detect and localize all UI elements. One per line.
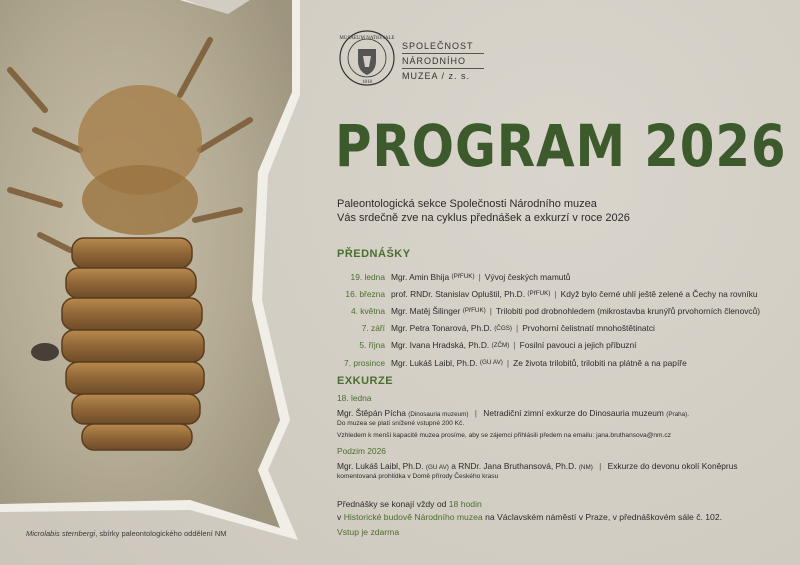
lecture-row [337,302,787,319]
lecture-speaker: prof. RNDr. Stanislav Opluštil, Ph.D. [391,288,526,299]
lecture-speaker: Mgr. Amin Bhija [391,271,450,282]
lecture-date: 4. května [351,305,385,316]
excursion-1-aff: (Dinosauria muzeum) [408,411,469,418]
excursion-1-date: 18. ledna [337,393,372,403]
excursion-2-note: komentovaná prohlídka v Domě přírody Českého krasu [337,473,499,480]
lecture-topic: Trilobiti pod drobnohledem (mikrostavba krunýřů prvohorních členovců) [495,305,761,316]
excursions-heading: EXKURZE [337,375,394,387]
excursion-1-note-1: Do muzea se platí snížené vstupné 200 Kč. [337,420,465,427]
lecture-speaker: Mgr. Petra Tonarová, Ph.D. [391,323,492,334]
society-name [402,40,484,84]
footer-info [337,498,722,539]
museum-seal-logo [338,29,396,87]
footer-time: 18 hodin [448,499,482,509]
excursion-1-topic: Netradiční zimní exkurze do Dinosauria muzeum [483,408,664,418]
excursion-2-speaker-2: RNDr. Jana Bruthansová, Ph.D. [458,461,577,471]
svg-text:MUSAEUM NATIONALE: MUSAEUM NATIONALE [339,36,395,41]
society-line-2: NÁRODNÍHO [402,55,484,69]
caption-rest: , sbírky paleontologického oddělení NM [95,529,227,538]
excursion-2-aff-1: (GU AV) [425,464,449,471]
lecture-topic: Prvohorní čelistnatí mnohoštětinatci [522,323,655,334]
lecture-topic: Vývoj českých mamutů [484,271,571,282]
footer-free-entry: Vstup je zdarma [337,527,400,537]
lecture-speaker: Mgr. Ivana Hradská, Ph.D. [391,340,490,351]
caption-species: Microlabis sternbergi [26,529,96,538]
lecture-date: 5. října [359,340,385,351]
lecture-separator: | [516,323,519,334]
excursion-1-speaker: Mgr. Štěpán Pícha [337,408,406,418]
society-line-3: MUZEA / z. s. [402,71,471,81]
intro-text [337,197,777,225]
lecture-affiliation: (ZČM) [491,341,510,349]
lecture-separator: | [506,357,510,368]
excursion-2 [337,446,738,481]
lecture-topic: Když bylo černé uhlí ještě zelené a Čechy na rovníku [560,288,758,299]
lecture-affiliation: (PřFUK) [451,273,475,281]
lectures-list [337,268,787,371]
lecture-topic: Ze života trilobitů, trilobiti na plátně a na papíře [513,357,687,368]
excursion-1-place: (Praha). [666,411,689,418]
lecture-date: 16. března [345,288,385,299]
excursion-1 [337,393,689,440]
excursion-2-date: Podzim 2026 [337,446,386,456]
footer-line-1a: Přednášky se konají vždy od [337,499,449,509]
excursion-2-aff-2: (NM) [578,464,593,471]
footer-line-2a: v [337,512,344,522]
lecture-affiliation: (ČGS) [494,324,513,332]
excursion-2-joiner: a [451,461,456,471]
lecture-affiliation: (GU AV) [479,359,503,367]
lecture-date: 19. ledna [350,271,385,282]
lecture-separator: | [554,288,557,299]
footer-venue: Historické budově Národního muzea [343,512,483,522]
lecture-separator: | [489,305,492,316]
lecture-date: 7. prosince [344,357,385,368]
lecture-row [337,268,787,285]
excursion-2-main: Mgr. Lukáš Laibl, Ph.D. (GU AV) a RNDr. Jana Bruthansová, Ph.D. (NM) | Exkurze do devonu okolí Koněprus [337,461,738,471]
lecture-row [337,285,787,302]
lecture-affiliation: (PřFUK) [462,307,486,315]
photo-caption [26,529,227,538]
lecture-topic: Fosilní pavouci a jejich příbuzní [519,340,637,351]
lecture-row [337,337,787,354]
lecture-row [337,320,787,337]
lectures-heading: PŘEDNÁŠKY [337,248,411,260]
lecture-separator: | [478,271,481,282]
lecture-speaker: Mgr. Lukáš Laibl, Ph.D. [391,357,478,368]
lecture-separator: | [513,340,516,351]
excursion-2-speaker-1: Mgr. Lukáš Laibl, Ph.D. [337,461,424,471]
lecture-row [337,354,787,371]
svg-text:1818: 1818 [362,80,372,85]
lecture-affiliation: (PřFUK) [527,290,551,298]
excursion-1-note-2: Vzhledem k menší kapacitě muzea prosíme, aby se zájemci přihlásili předem na emailu: jana.bruthansova@nm.cz [337,432,671,439]
society-line-1: SPOLEČNOST [402,40,484,54]
intro-line-2: Vás srdečně zve na cyklus přednášek a exkurzí v roce 2026 [337,212,630,224]
page-title: PROGRAM 2026 [335,112,787,180]
footer-line-2c: na Václavském náměstí v Praze, v přednáškovém sále č. 102. [482,512,723,522]
lecture-speaker: Mgr. Matěj Šilinger [391,305,461,316]
excursion-1-main: Mgr. Štěpán Pícha (Dinosauria muzeum) | Netradiční zimní exkurze do Dinosauria muzeum (Praha). [337,408,689,418]
lecture-date: 7. září [361,323,385,334]
intro-line-1: Paleontologická sekce Společnosti Národního muzea [337,198,597,210]
excursion-2-topic: Exkurze do devonu okolí Koněprus [607,461,738,471]
